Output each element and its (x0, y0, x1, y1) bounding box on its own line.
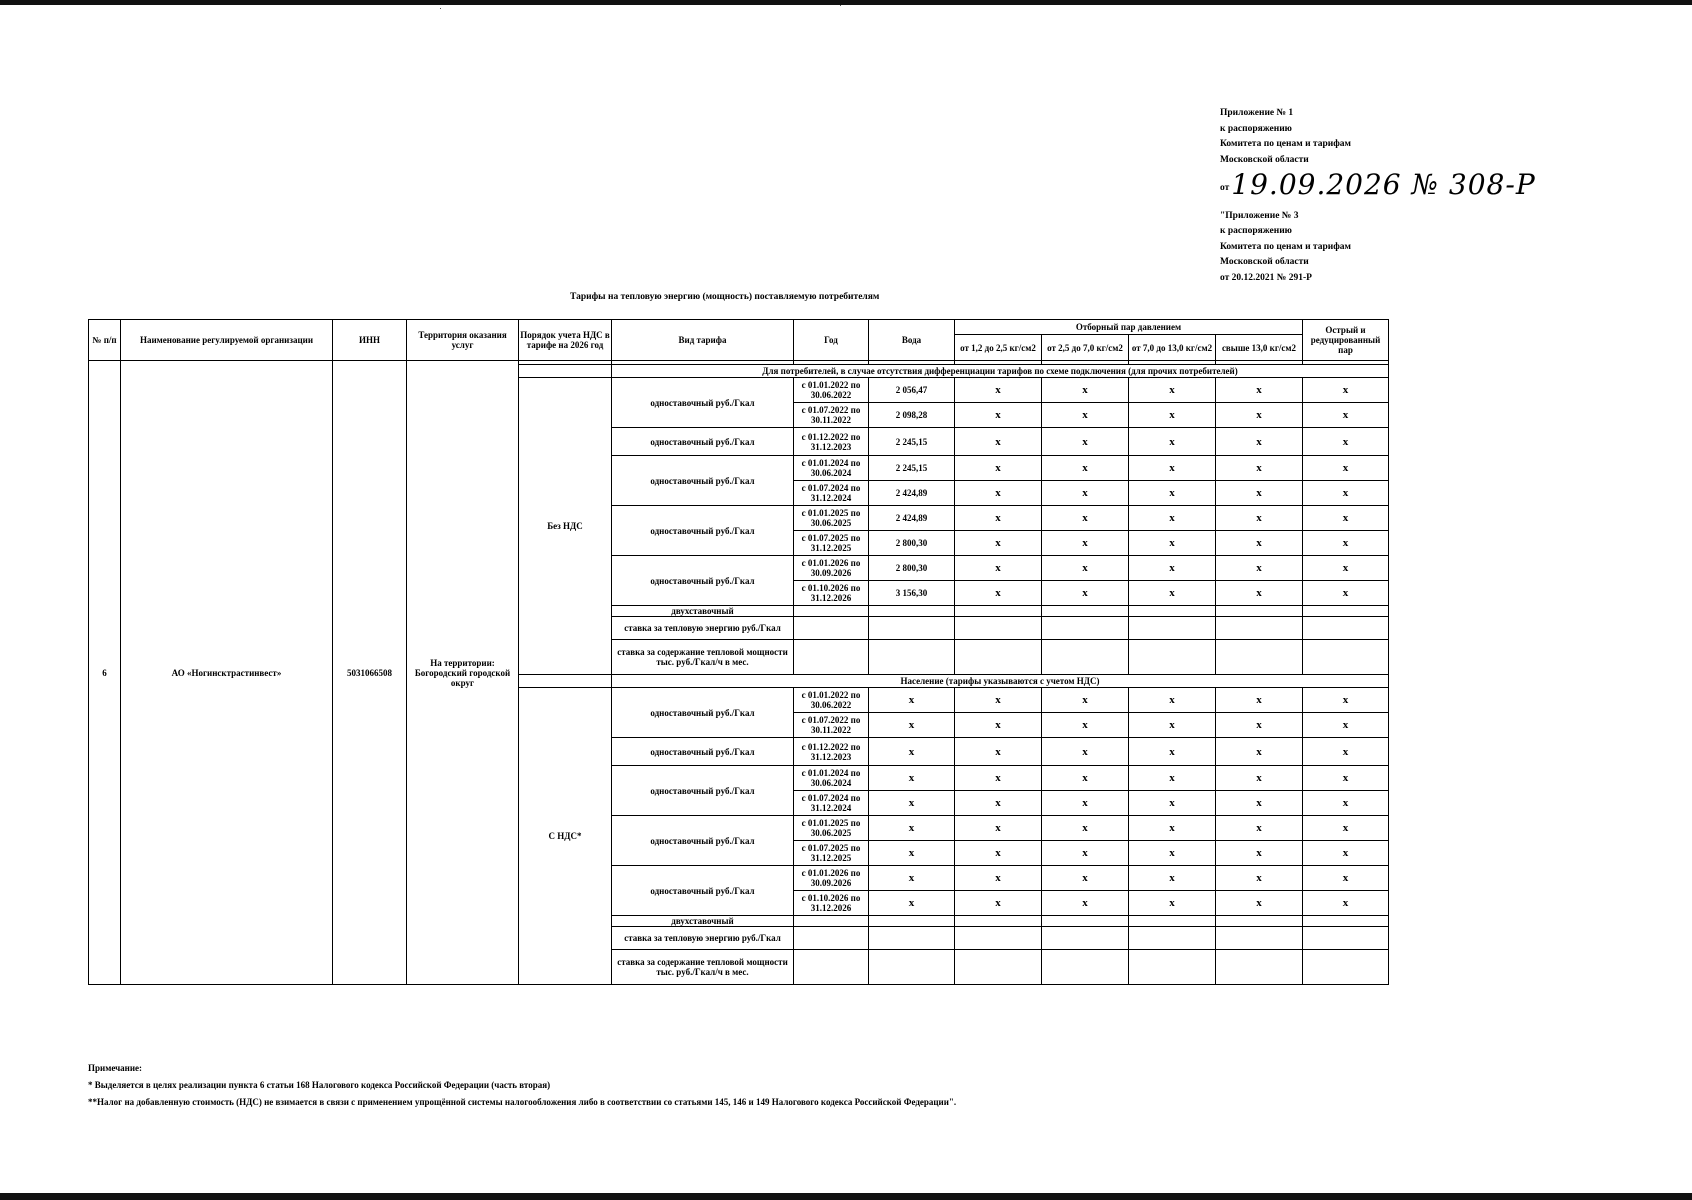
steam-1-value-cell: x (955, 866, 1042, 891)
steam-3-value-cell: x (1129, 766, 1216, 791)
period-cell: с 01.07.2024 по 31.12.2024 (794, 481, 869, 506)
steam-4-value-cell: x (1216, 791, 1303, 816)
steam-4-value-cell: x (1216, 688, 1303, 713)
note-item: **Налог на добавленную стоимость (НДС) не взимается в связи с применением упрощённой системы налогообложения либо в соответствии со статьями 145, 146 и 149 Налогового кодекса Российской Федерации". (88, 1097, 957, 1107)
period-cell: с 01.01.2026 по 30.09.2026 (794, 866, 869, 891)
steam-1-value-cell: x (955, 891, 1042, 916)
sharp-steam-value-cell: x (1303, 891, 1389, 916)
period-cell: с 01.12.2022 по 31.12.2023 (794, 428, 869, 456)
steam-3-value-cell: x (1129, 713, 1216, 738)
steam-1-value-cell: x (955, 456, 1042, 481)
header-line: Комитета по ценам и тарифам (1220, 139, 1352, 149)
empty-value-cell (955, 640, 1042, 675)
sharp-steam-value-cell: x (1303, 766, 1389, 791)
period-cell: с 01.07.2022 по 30.11.2022 (794, 713, 869, 738)
period-cell: с 01.10.2026 по 31.12.2026 (794, 891, 869, 916)
vat-order-cell: С НДС* (519, 688, 612, 985)
scan-speck (840, 5, 841, 6)
steam-2-value-cell: x (1042, 378, 1129, 403)
steam-3-value-cell: x (1129, 738, 1216, 766)
water-value-cell: x (869, 738, 955, 766)
steam-1-value-cell: x (955, 791, 1042, 816)
steam-1-value-cell: x (955, 403, 1042, 428)
water-value-cell: 2 245,15 (869, 456, 955, 481)
steam-4-value-cell: x (1216, 841, 1303, 866)
steam-4-value-cell: x (1216, 738, 1303, 766)
sharp-steam-value-cell: x (1303, 866, 1389, 891)
empty-value-cell (869, 927, 955, 950)
steam-2-value-cell: x (1042, 891, 1129, 916)
empty-value-cell (1303, 916, 1389, 927)
steam-2-value-cell: x (1042, 688, 1129, 713)
steam-4-value-cell: x (1216, 378, 1303, 403)
period-cell: с 01.01.2024 по 30.06.2024 (794, 456, 869, 481)
steam-3-value-cell: x (1129, 688, 1216, 713)
steam-3-value-cell: x (1129, 891, 1216, 916)
empty-value-cell (955, 617, 1042, 640)
steam-2-value-cell: x (1042, 403, 1129, 428)
empty-value-cell (1129, 617, 1216, 640)
empty-value-cell (794, 927, 869, 950)
steam-3-value-cell: x (1129, 378, 1216, 403)
notes-items (88, 1077, 956, 1111)
steam-2-value-cell: x (1042, 581, 1129, 606)
header-line: "Приложение № 3 (1220, 210, 1299, 221)
section-vat-spacer (519, 365, 612, 378)
empty-value-cell (1216, 606, 1303, 617)
water-value-cell: x (869, 791, 955, 816)
water-value-cell: 2 800,30 (869, 556, 955, 581)
steam-1-value-cell: x (955, 581, 1042, 606)
steam-4-value-cell: x (1216, 713, 1303, 738)
period-cell: с 01.01.2025 по 30.06.2025 (794, 816, 869, 841)
empty-value-cell (1129, 927, 1216, 950)
empty-value-cell (869, 916, 955, 927)
steam-2-value-cell: x (1042, 738, 1129, 766)
tariff-type-cell: одноставочный руб./Гкал (612, 816, 794, 866)
water-value-cell: x (869, 688, 955, 713)
period-cell: с 01.07.2024 по 31.12.2024 (794, 791, 869, 816)
col-header-org: Наименование регулируемой организации (121, 320, 333, 361)
steam-1-value-cell: x (955, 428, 1042, 456)
steam-4-value-cell: x (1216, 891, 1303, 916)
sharp-steam-value-cell: x (1303, 481, 1389, 506)
steam-3-value-cell: x (1129, 866, 1216, 891)
steam-2-value-cell: x (1042, 481, 1129, 506)
two-part-label: двухставочный (612, 606, 794, 617)
sharp-steam-value-cell: x (1303, 378, 1389, 403)
header-line: Приложение № 1 (1220, 108, 1294, 118)
steam-2-value-cell: x (1042, 816, 1129, 841)
water-value-cell: x (869, 891, 955, 916)
empty-value-cell (794, 950, 869, 985)
steam-4-value-cell: x (1216, 581, 1303, 606)
note-item: * Выделяется в целях реализации пункта 6 статьи 168 Налогового кодекса Российской Федерации (часть вторая) (88, 1080, 551, 1090)
water-value-cell: x (869, 841, 955, 866)
col-header-vat: Порядок учета НДС в тарифе на 2026 год (519, 320, 612, 361)
empty-value-cell (869, 606, 955, 617)
steam-2-value-cell: x (1042, 428, 1129, 456)
steam-4-value-cell: x (1216, 456, 1303, 481)
steam-4-value-cell: x (1216, 481, 1303, 506)
empty-value-cell (1042, 916, 1129, 927)
period-cell: с 01.07.2025 по 31.12.2025 (794, 531, 869, 556)
col-header-sharp-steam: Острый и редуцированный пар (1303, 320, 1389, 361)
two-part-label: двухставочный (612, 916, 794, 927)
water-value-cell: 2 245,15 (869, 428, 955, 456)
steam-1-value-cell: x (955, 738, 1042, 766)
water-value-cell: x (869, 866, 955, 891)
col-header-steam-2: от 2,5 до 7,0 кг/см2 (1042, 335, 1129, 361)
steam-1-value-cell: x (955, 766, 1042, 791)
period-cell: с 01.12.2022 по 31.12.2023 (794, 738, 869, 766)
sharp-steam-value-cell: x (1303, 531, 1389, 556)
water-value-cell: 2 424,89 (869, 506, 955, 531)
empty-value-cell (1303, 617, 1389, 640)
col-header-year: Год (794, 320, 869, 361)
empty-value-cell (794, 617, 869, 640)
capacity-rate-label: ставка за содержание тепловой мощности тыс. руб./Гкал/ч в мес. (612, 640, 794, 675)
empty-value-cell (1303, 927, 1389, 950)
period-cell: с 01.07.2022 по 30.11.2022 (794, 403, 869, 428)
header-line: к распоряжению (1220, 226, 1292, 236)
empty-value-cell (1042, 606, 1129, 617)
tariff-type-cell: одноставочный руб./Гкал (612, 506, 794, 556)
signature-prefix: от (1220, 183, 1230, 193)
document-title: Тарифы на тепловую энергию (мощность) поставляемую потребителям (570, 292, 880, 302)
org-name-cell: АО «Ногинсктрастинвест» (121, 361, 333, 985)
steam-1-value-cell: x (955, 841, 1042, 866)
empty-value-cell (1129, 640, 1216, 675)
empty-value-cell (794, 640, 869, 675)
steam-3-value-cell: x (1129, 456, 1216, 481)
appendix-lines (1220, 106, 1536, 168)
steam-2-value-cell: x (1042, 866, 1129, 891)
territory-cell: На территории: Богородский городской округ (407, 361, 519, 985)
empty-value-cell (1303, 606, 1389, 617)
empty-value-cell (955, 950, 1042, 985)
col-header-steam-4: свыше 13,0 кг/см2 (1216, 335, 1303, 361)
period-cell: с 01.01.2022 по 30.06.2022 (794, 378, 869, 403)
col-header-inn: ИНН (333, 320, 407, 361)
steam-2-value-cell: x (1042, 841, 1129, 866)
steam-3-value-cell: x (1129, 581, 1216, 606)
period-cell: с 01.01.2022 по 30.06.2022 (794, 688, 869, 713)
handwritten-date-signature: 19.09.2026 № 308-Р (1231, 168, 1536, 201)
col-header-territory: Территория оказания услуг (407, 320, 519, 361)
steam-1-value-cell: x (955, 816, 1042, 841)
section-vat-spacer (519, 675, 612, 688)
empty-value-cell (1042, 640, 1129, 675)
tariff-type-cell: одноставочный руб./Гкал (612, 738, 794, 766)
col-header-steam-3: от 7,0 до 13,0 кг/см2 (1129, 335, 1216, 361)
tariff-type-cell: одноставочный руб./Гкал (612, 766, 794, 816)
period-cell: с 01.07.2025 по 31.12.2025 (794, 841, 869, 866)
empty-value-cell (794, 606, 869, 617)
empty-value-cell (955, 606, 1042, 617)
energy-rate-label: ставка за тепловую энергию руб./Гкал (612, 617, 794, 640)
steam-1-value-cell: x (955, 506, 1042, 531)
energy-rate-label: ставка за тепловую энергию руб./Гкал (612, 927, 794, 950)
water-value-cell: 2 800,30 (869, 531, 955, 556)
sharp-steam-value-cell: x (1303, 456, 1389, 481)
empty-value-cell (869, 950, 955, 985)
steam-1-value-cell: x (955, 378, 1042, 403)
steam-3-value-cell: x (1129, 428, 1216, 456)
steam-1-value-cell: x (955, 556, 1042, 581)
sharp-steam-value-cell: x (1303, 791, 1389, 816)
sharp-steam-value-cell: x (1303, 738, 1389, 766)
steam-1-value-cell: x (955, 713, 1042, 738)
empty-value-cell (869, 617, 955, 640)
col-header-num: № п/п (89, 320, 121, 361)
sharp-steam-value-cell: x (1303, 506, 1389, 531)
header-line: от 20.12.2021 № 291-Р (1220, 272, 1312, 283)
scan-top-edge (0, 0, 1692, 5)
water-value-cell: 2 098,28 (869, 403, 955, 428)
tariff-type-cell: одноставочный руб./Гкал (612, 378, 794, 428)
steam-3-value-cell: x (1129, 481, 1216, 506)
period-cell: с 01.01.2024 по 30.06.2024 (794, 766, 869, 791)
steam-2-value-cell: x (1042, 456, 1129, 481)
steam-4-value-cell: x (1216, 428, 1303, 456)
prev-appendix-lines (1220, 209, 1536, 287)
steam-3-value-cell: x (1129, 841, 1216, 866)
header-line: Комитета по ценам и тарифам (1220, 241, 1352, 252)
empty-value-cell (869, 640, 955, 675)
notes-heading: Примечание: (88, 1063, 143, 1073)
tariff-table-body (89, 361, 1389, 985)
empty-value-cell (1042, 927, 1129, 950)
period-cell: с 01.01.2025 по 30.06.2025 (794, 506, 869, 531)
empty-value-cell (1216, 617, 1303, 640)
water-value-cell: x (869, 766, 955, 791)
col-header-steam-1: от 1,2 до 2,5 кг/см2 (955, 335, 1042, 361)
empty-value-cell (1303, 950, 1389, 985)
tariff-type-cell: одноставочный руб./Гкал (612, 556, 794, 606)
inn-cell: 5031066508 (333, 361, 407, 985)
row-number-cell: 6 (89, 361, 121, 985)
section-title: Для потребителей, в случае отсутствия дифференциации тарифов по схеме подключения (для прочих потребителей) (612, 365, 1389, 378)
section-title: Население (тарифы указываются с учетом НДС) (612, 675, 1389, 688)
tariff-type-cell: одноставочный руб./Гкал (612, 688, 794, 738)
empty-value-cell (1129, 916, 1216, 927)
col-header-tariff-type: Вид тарифа (612, 320, 794, 361)
sharp-steam-value-cell: x (1303, 688, 1389, 713)
steam-1-value-cell: x (955, 481, 1042, 506)
steam-3-value-cell: x (1129, 556, 1216, 581)
steam-2-value-cell: x (1042, 506, 1129, 531)
steam-1-value-cell: x (955, 688, 1042, 713)
sharp-steam-value-cell: x (1303, 428, 1389, 456)
period-cell: с 01.01.2026 по 30.09.2026 (794, 556, 869, 581)
steam-4-value-cell: x (1216, 403, 1303, 428)
steam-2-value-cell: x (1042, 531, 1129, 556)
steam-2-value-cell: x (1042, 766, 1129, 791)
sharp-steam-value-cell: x (1303, 403, 1389, 428)
tariff-type-cell: одноставочный руб./Гкал (612, 456, 794, 506)
header-line: к распоряжению (1220, 123, 1292, 134)
period-cell: с 01.10.2026 по 31.12.2026 (794, 581, 869, 606)
water-value-cell: 3 156,30 (869, 581, 955, 606)
steam-3-value-cell: x (1129, 403, 1216, 428)
steam-2-value-cell: x (1042, 791, 1129, 816)
empty-value-cell (1303, 640, 1389, 675)
col-header-water: Вода (869, 320, 955, 361)
steam-4-value-cell: x (1216, 866, 1303, 891)
empty-value-cell (1216, 927, 1303, 950)
notes-block (88, 1060, 956, 1111)
steam-4-value-cell: x (1216, 531, 1303, 556)
water-value-cell: x (869, 713, 955, 738)
empty-value-cell (1129, 950, 1216, 985)
scan-bottom-edge (0, 1193, 1692, 1200)
header-line: Московской области (1220, 257, 1309, 267)
steam-2-value-cell: x (1042, 556, 1129, 581)
steam-4-value-cell: x (1216, 556, 1303, 581)
steam-4-value-cell: x (1216, 816, 1303, 841)
steam-2-value-cell: x (1042, 713, 1129, 738)
steam-4-value-cell: x (1216, 506, 1303, 531)
empty-value-cell (1129, 606, 1216, 617)
tariff-table (88, 319, 1389, 985)
tariff-type-cell: одноставочный руб./Гкал (612, 428, 794, 456)
empty-value-cell (794, 916, 869, 927)
steam-3-value-cell: x (1129, 791, 1216, 816)
steam-4-value-cell: x (1216, 766, 1303, 791)
water-value-cell: 2 424,89 (869, 481, 955, 506)
sharp-steam-value-cell: x (1303, 556, 1389, 581)
sharp-steam-value-cell: x (1303, 581, 1389, 606)
col-header-steam-group: Отборный пар давлением (955, 320, 1303, 335)
steam-3-value-cell: x (1129, 506, 1216, 531)
header-line: Московской области (1220, 154, 1309, 165)
sharp-steam-value-cell: x (1303, 816, 1389, 841)
empty-value-cell (1216, 640, 1303, 675)
empty-value-cell (1216, 950, 1303, 985)
scan-speck (440, 8, 441, 9)
water-value-cell: x (869, 816, 955, 841)
steam-3-value-cell: x (1129, 531, 1216, 556)
water-value-cell: 2 056,47 (869, 378, 955, 403)
tariff-type-cell: одноставочный руб./Гкал (612, 866, 794, 916)
appendix-header (1220, 106, 1536, 286)
empty-value-cell (955, 927, 1042, 950)
steam-1-value-cell: x (955, 531, 1042, 556)
signature-line (1220, 168, 1536, 201)
empty-value-cell (955, 916, 1042, 927)
capacity-rate-label: ставка за содержание тепловой мощности тыс. руб./Гкал/ч в мес. (612, 950, 794, 985)
sharp-steam-value-cell: x (1303, 713, 1389, 738)
sharp-steam-value-cell: x (1303, 841, 1389, 866)
empty-value-cell (1216, 916, 1303, 927)
empty-value-cell (1042, 950, 1129, 985)
vat-order-cell: Без НДС (519, 378, 612, 675)
empty-value-cell (1042, 617, 1129, 640)
steam-3-value-cell: x (1129, 816, 1216, 841)
